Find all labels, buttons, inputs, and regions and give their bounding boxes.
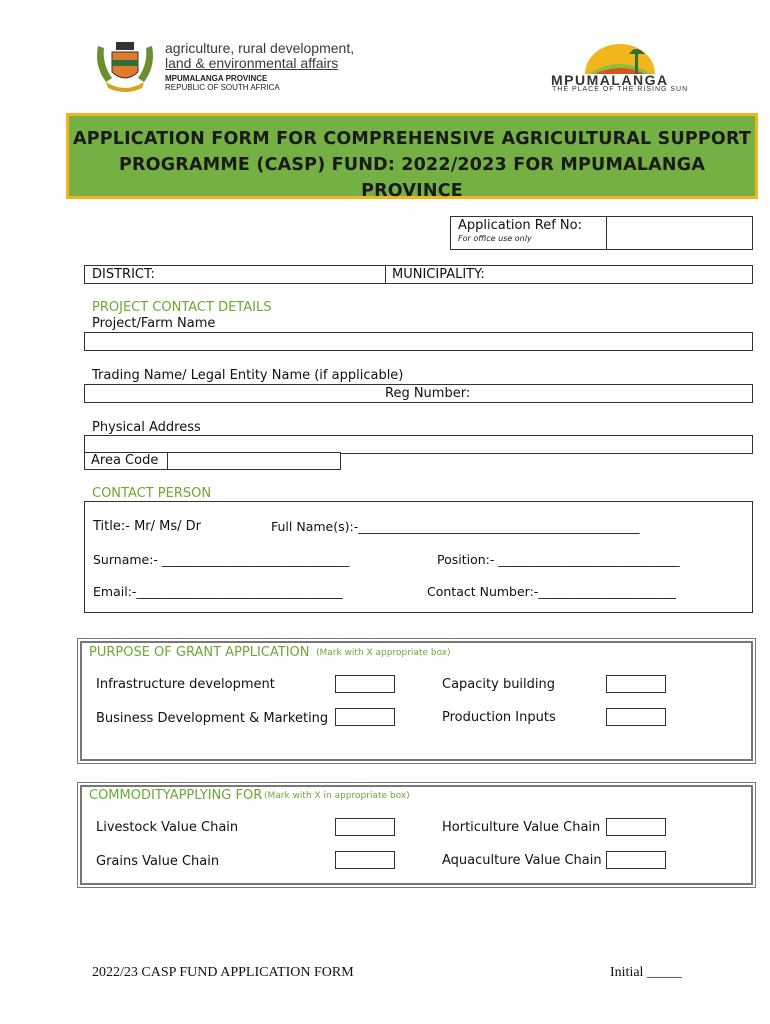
footer-initial: Initial _____ (610, 965, 682, 980)
commodity-note: (Mark with X in appropriate box) (264, 791, 410, 801)
form-title-line2: PROGRAMME (CASP) FUND: 2022/2023 FOR MPUMALANGA PROVINCE (118, 155, 706, 201)
municipality-label: MUNICIPALITY: (392, 267, 485, 282)
purpose-option-label: Infrastructure development (96, 677, 275, 692)
form-title-line1: APPLICATION FORM FOR COMPREHENSIVE AGRICULTURAL SUPPORT (72, 129, 752, 149)
brand-tagline: THE PLACE OF THE RISING SUN (552, 86, 689, 93)
commodity-option-label: Horticulture Value Chain (442, 820, 601, 835)
purpose-note: (Mark with X appropriate box) (316, 648, 451, 658)
department-name-line1: agriculture, rural development, (165, 40, 355, 56)
production-inputs-checkbox[interactable] (606, 708, 666, 726)
commodity-section-title: COMMODITYAPPLYING FOR (89, 788, 263, 803)
brand-name: MPUMALANGA (551, 72, 669, 88)
application-ref-field[interactable] (607, 217, 752, 249)
commodity-option-label: Livestock Value Chain (96, 820, 239, 835)
department-name-line2: land & environmental affairs (165, 55, 339, 71)
contact-number-field[interactable]: Contact Number:-______________________ (427, 584, 676, 599)
farm-name-field[interactable] (84, 332, 753, 351)
contact-person-section-title: CONTACT PERSON (92, 486, 212, 501)
project-contact-section-title: PROJECT CONTACT DETAILS (92, 300, 272, 315)
purpose-option-label: Business Development & Marketing (96, 711, 329, 726)
purpose-section-title: PURPOSE OF GRANT APPLICATION (89, 645, 310, 660)
district-label: DISTRICT: (92, 267, 155, 282)
commodity-option-label: Aquaculture Value Chain (442, 853, 602, 868)
title-options[interactable]: Title:- Mr/ Ms/ Dr (93, 519, 201, 534)
coat-of-arms-icon (92, 38, 158, 94)
rising-sun-logo-icon (575, 40, 665, 76)
full-names-field[interactable]: Full Name(s):-_____________________________________________ (271, 519, 640, 534)
horticulture-checkbox[interactable] (606, 818, 666, 836)
purpose-option-label: Production Inputs (442, 710, 556, 725)
application-ref-label: Application Ref No: (458, 218, 582, 233)
grains-checkbox[interactable] (335, 851, 395, 869)
position-field[interactable]: Position:- _____________________________ (437, 552, 680, 567)
commodity-option-label: Grains Value Chain (96, 854, 220, 869)
livestock-checkbox[interactable] (335, 818, 395, 836)
province-name: MPUMALANGA PROVINCE (165, 74, 268, 83)
purpose-option-label: Capacity building (442, 677, 556, 692)
footer-form-name: 2022/23 CASP FUND APPLICATION FORM (92, 965, 354, 980)
area-code-label: Area Code (91, 453, 159, 468)
surname-field[interactable]: Surname:- ______________________________ (93, 552, 350, 567)
business-development-checkbox[interactable] (335, 708, 395, 726)
capacity-building-checkbox[interactable] (606, 675, 666, 693)
reg-number-label: Reg Number: (385, 386, 471, 401)
title-banner (66, 113, 758, 199)
area-code-field[interactable] (168, 453, 340, 469)
aquaculture-checkbox[interactable] (606, 851, 666, 869)
infrastructure-checkbox[interactable] (335, 675, 395, 693)
email-field[interactable]: Email:-_________________________________ (93, 584, 343, 599)
office-use-note: For office use only (458, 234, 532, 243)
farm-name-label: Project/Farm Name (92, 316, 216, 331)
physical-address-label: Physical Address (92, 420, 201, 435)
form-title (69, 126, 755, 204)
country-name: REPUBLIC OF SOUTH AFRICA (165, 83, 280, 92)
trading-name-label: Trading Name/ Legal Entity Name (if applicable) (92, 368, 404, 383)
